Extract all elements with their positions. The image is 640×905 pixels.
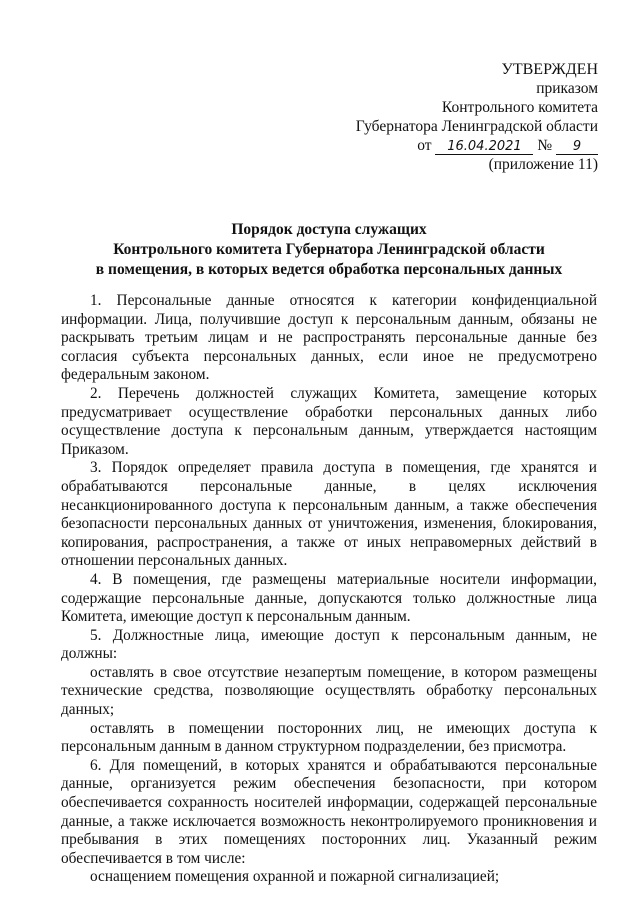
approval-block	[308, 60, 598, 174]
approval-title: УТВЕРЖДЕН	[501, 61, 598, 78]
handwritten-number: 9	[556, 139, 598, 155]
approval-line-committee: Контрольного комитета	[441, 99, 598, 116]
number-prefix: №	[537, 137, 553, 154]
paragraph-4: 4. В помещения, где размещены материальные носители информации, содержащие персональные данные, допускаются только должностные лица Комитета, имеющие доступ к персональным данным.	[61, 570, 597, 626]
paragraph-1: 1. Персональные данные относятся к категории конфиденциальной информации. Лица, получившие доступ к персональным данным, обязаны не раскрывать третьим лицам и не распространять персональные данные без согласия субъекта персональных данных, если иное не предусмотрено федеральным законом.	[61, 292, 597, 384]
handwritten-date: 16.04.2021	[435, 139, 533, 155]
paragraph-3: 3. Порядок определяет правила доступа в помещения, где хранятся и обрабатываются персональные данные, в целях исключения несанкционированного доступа к персональным данным, а также обеспечения безопасности персональных данных от уничтожения, изменения, блокирования, копирования, распространения, а также от иных неправомерных действий в отношении персональных данных.	[61, 459, 597, 570]
paragraph-2: 2. Перечень должностей служащих Комитета, замещение которых предусматривает осуществление обработки персональных данных либо осуществление доступа к персональным данным, утверждается настоящим Приказом.	[61, 384, 597, 458]
appendix-label: (приложение 11)	[488, 156, 598, 173]
paragraph-5-item-2: оставлять в помещении посторонних лиц, не имеющих доступа к персональным данным в данном структурном подразделении, без присмотра.	[61, 719, 597, 756]
approval-line-governor: Губернатора Ленинградской области	[355, 118, 598, 135]
paragraph-6-item-1: оснащением помещения охранной и пожарной сигнализацией;	[90, 868, 500, 886]
paragraph-5-item-1: оставлять в свое отсутствие незапертым помещение, в котором размещены технические средства, позволяющие осуществлять обработку персональных данных;	[61, 663, 597, 719]
paragraph-5: 5. Должностные лица, имеющие доступ к персональным данным, не должны:	[61, 626, 597, 663]
approval-date-number-row	[308, 136, 598, 155]
paragraph-6: 6. Для помещений, в которых хранятся и обрабатываются персональные данные, организуется режим обеспечения безопасности, при котором обеспечивается сохранность носителей информации, содержащей персональные данные, а также исключается возможность неконтролируемого проникновения и пребывания в этих помещениях посторонних лиц. Указанный режим обеспечивается в том числе:	[61, 756, 597, 867]
title-line-2: Контрольного комитета Губернатора Ленинградской области	[113, 241, 545, 258]
document-body	[61, 292, 597, 887]
title-line-3: в помещения, в которых ведется обработка персональных данных	[95, 261, 563, 278]
title-line-1: Порядок доступа служащих	[231, 221, 427, 238]
from-prefix: от	[417, 137, 432, 154]
document-title	[60, 220, 598, 280]
approval-line-order: приказом	[536, 80, 598, 97]
